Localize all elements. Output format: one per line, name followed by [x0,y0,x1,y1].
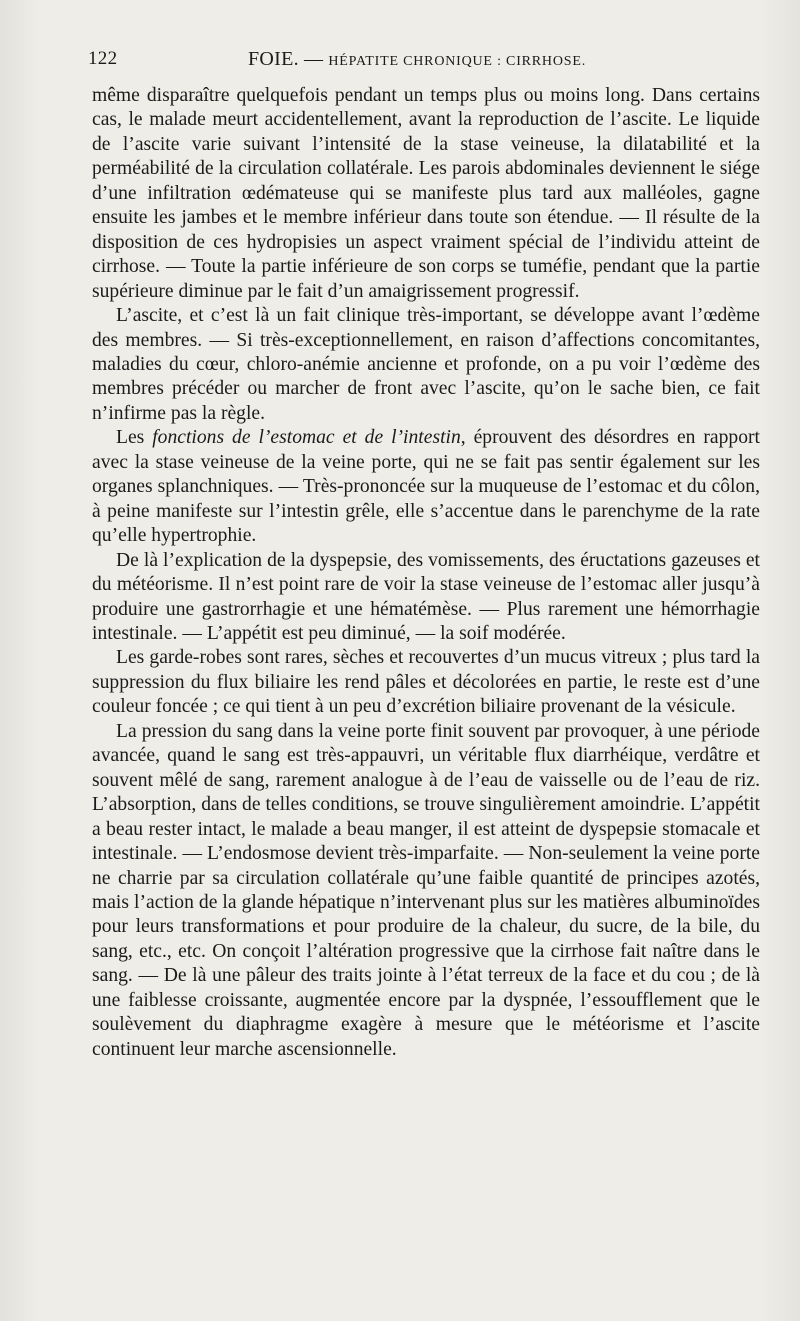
paragraph [92,84,760,304]
paragraph-text: , éprouvent des désordres en rapport avec la stase veineuse de la veine porte, qui ne se fait pas sentir également sur les organes splanchniques. — Très-prononcée sur la muqueuse de l’estomac et du côlon, à peine manifeste sur l’intestin grêle, elle s’accentue dans le parenchyme de la rate qu’elle hypertrophie. [92,427,760,547]
paragraph-text: Les garde-robes sont rares, sèches et recouvertes d’un mucus vitreux ; plus tard la suppression du flux biliaire les rend pâles et décolorées en partie, le reste est d’une couleur foncée ; ce qui tient à un peu d’excrétion biliaire provenant de la vésicule. [92,647,760,718]
paragraph-text: même disparaître quelquefois pendant un temps plus ou moins long. Dans certains cas, le malade meurt accidentellement, avant la reproduction de l’ascite. Le liquide de l’ascite varie suivant l’intensité de la stase veineuse, la dilatabilité et la perméabilité de la circulation collatérale. Les parois abdominales deviennent le siége d’une infiltration œdémateuse qui se manifeste plus tard aux malléoles, gagne ensuite les jambes et le membre inférieur dans toute son étendue. — Il résulte de la disposition de ces hydropisies un aspect vraiment spécial de l’individu atteint de cirrhose. — Toute la partie inférieure de son corps se tuméfie, pendant que la partie supérieure diminue par le fait d’un amaigrissement progressif. [92,85,760,302]
running-title-main: FOIE. [248,48,299,70]
running-title [248,48,586,71]
paragraph-lead: Les [116,427,153,449]
body-text [92,84,760,1062]
paragraph [92,720,760,1062]
paragraph [92,646,760,719]
paragraph [92,549,760,647]
paragraph-text: La pression du sang dans la veine porte finit souvent par provoquer, à une période avancée, quand le sang est très-appauvri, un véritable flux diarrhéique, verdâtre et souvent mêlé de sang, rarement analogue à de l’eau de vaisselle ou de l’eau de riz. L’absorption, dans de telles conditions, se trouve singulièrement amoindrie. L’appétit a beau rester intact, le malade a beau manger, il est atteint de dyspepsie stomacale et intestinale. — L’endosmose devient très-imparfaite. — Non-seulement la veine porte ne charrie par sa circulation collatérale qu’une faible quantité de principes azotés, mais l’action de la glande hépatique n’intervenant plus sur les matières albuminoïdes pour leurs transformations et pour produire de la chaleur, du sucre, de la bile, du sang, etc., etc. On conçoit l’altération progressive que la cirrhose fait naître dans le sang. — De là une pâleur des traits jointe à l’état terreux de la face et du cou ; de là une faiblesse croissante, augmentée encore par la dyspnée, l’essoufflement que le soulèvement du diaphragme exagère à mesure que le météorisme et l’ascite continuent leur marche ascensionnelle. [92,720,760,1060]
paragraph [92,304,760,426]
paragraph-italic: fonctions de l’estomac et de l’intestin [152,427,461,449]
paragraph [92,426,760,548]
paragraph-text: L’ascite, et c’est là un fait clinique très-important, se développe avant l’œdème des membres. — Si très-exceptionnellement, en raison d’affections concomitantes, maladies du cœur, chloro-anémie ancienne et profonde, on a pu voir l’œdème des membres précéder ou marcher de front avec l’ascite, qu’on le sache bien, ce fait n’infirme pas la règle. [92,305,760,424]
running-header [88,48,760,76]
page-number: 122 [88,48,118,69]
running-title-dash: — [304,49,324,70]
paragraph-text: De là l’explication de la dyspepsie, des vomissements, des éructations gazeuses et du météorisme. Il n’est point rare de voir la stase veineuse de l’estomac aller jusqu’à produire une gastrorrhagie et une hématémèse. — Plus rarement une hémorrhagie intestinale. — L’appétit est peu diminué, — la soif modérée. [92,549,760,644]
running-title-sub: HÉPATITE CHRONIQUE : CIRRHOSE. [328,54,586,69]
